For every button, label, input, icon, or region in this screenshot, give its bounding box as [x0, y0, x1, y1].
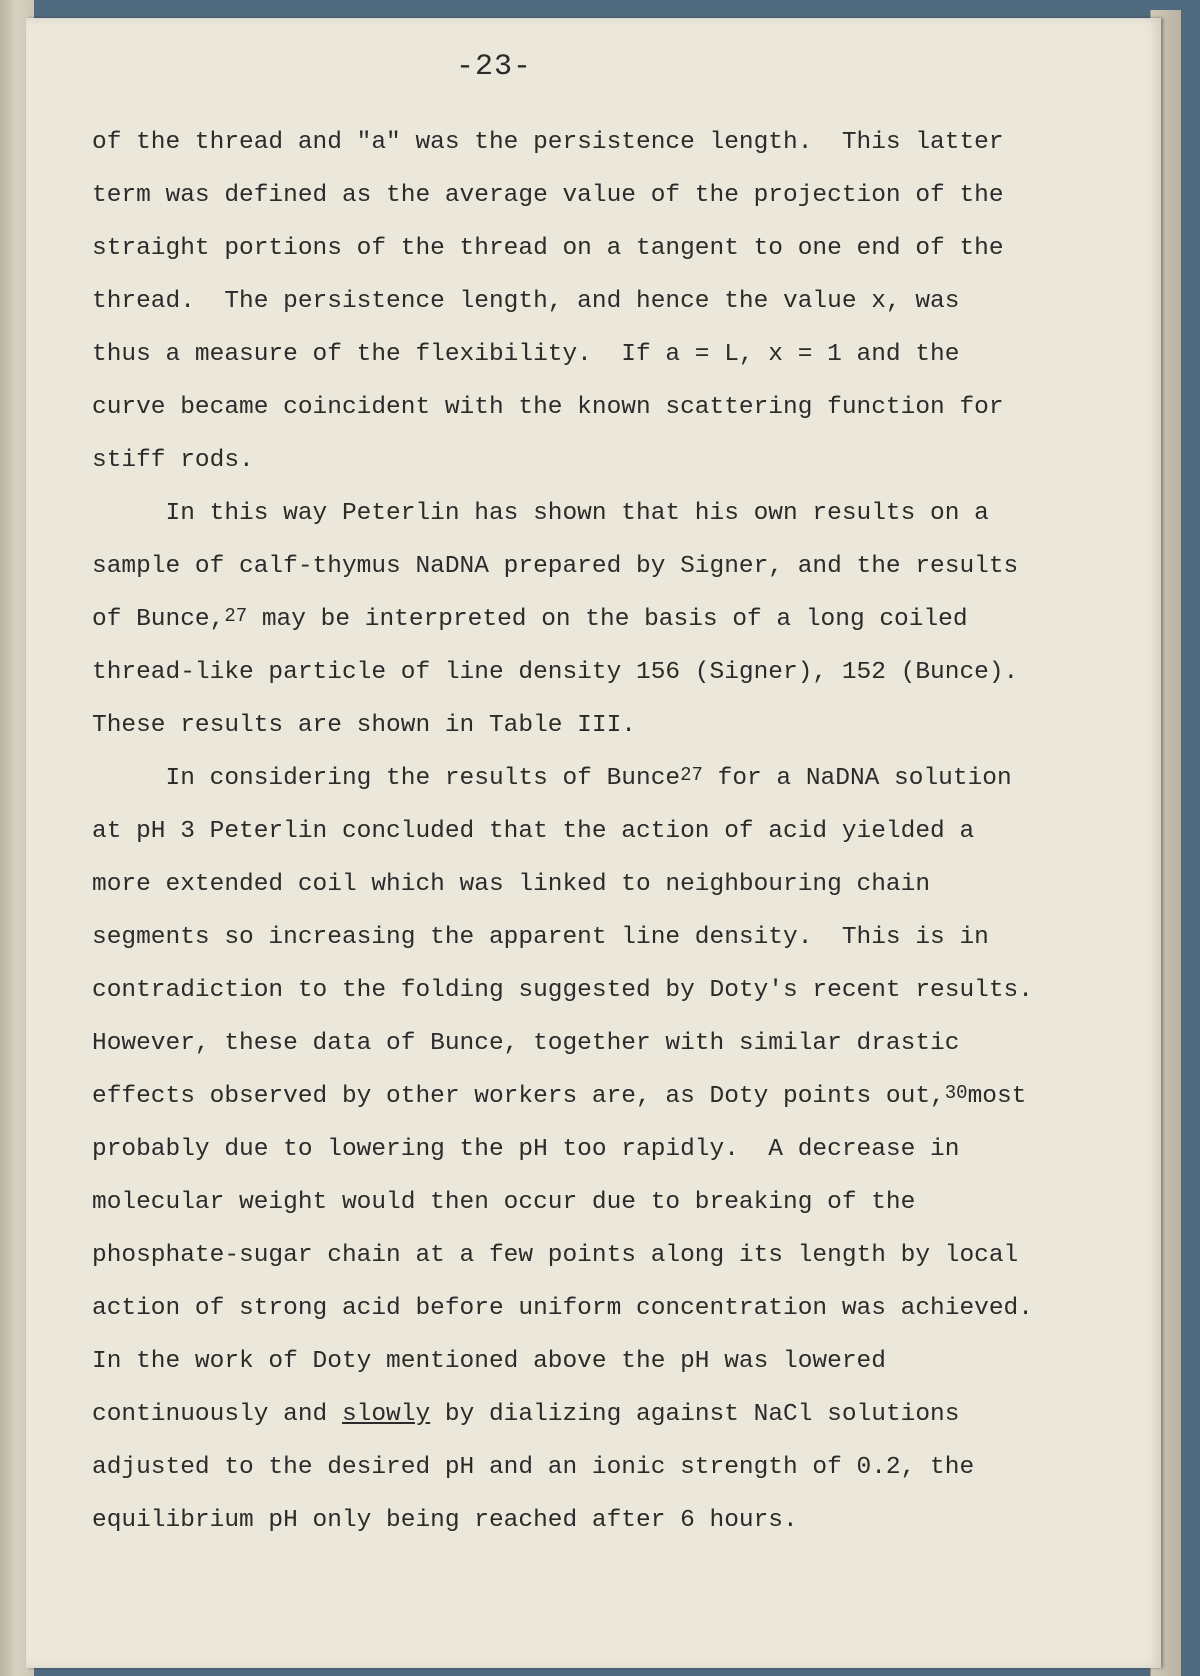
text-fragment: by dializing against NaCl solutions — [430, 1401, 960, 1428]
text-line: probably due to lowering the pH too rapidly. A decrease in — [92, 1136, 960, 1163]
text-fragment: most — [967, 1083, 1027, 1110]
page-number: -23- — [456, 50, 533, 84]
text-line: at pH 3 Peterlin concluded that the action of acid yielded a — [92, 818, 975, 845]
body-text — [92, 116, 1112, 1547]
text-line: adjusted to the desired pH and an ionic strength of 0.2, the — [92, 1454, 975, 1481]
reference-marker: 27 — [224, 605, 248, 627]
text-line: curve became coincident with the known scattering function for — [92, 394, 1004, 421]
text-line: more extended coil which was linked to neighbouring chain — [92, 871, 931, 898]
text-fragment: for a NaDNA solution — [702, 765, 1012, 792]
text-line: term was defined as the average value of the projection of the — [92, 182, 1004, 209]
text-line — [92, 752, 1112, 805]
text-line: contradiction to the folding suggested by Doty's recent results. — [92, 977, 1033, 1004]
text-line — [92, 1070, 1112, 1123]
text-line: of the thread and "a" was the persistence length. This latter — [92, 129, 1004, 156]
text-line: equilibrium pH only being reached after 6 hours. — [92, 1507, 798, 1534]
text-line: thread-like particle of line density 156 (Signer), 152 (Bunce). — [92, 659, 1019, 686]
text-fragment: In considering the results of Bunce — [92, 765, 681, 792]
text-line: straight portions of the thread on a tangent to one end of the — [92, 235, 1004, 262]
text-line: sample of calf-thymus NaDNA prepared by Signer, and the results — [92, 553, 1019, 580]
text-line: However, these data of Bunce, together with similar drastic — [92, 1030, 960, 1057]
text-line: action of strong acid before uniform concentration was achieved. — [92, 1295, 1033, 1322]
text-line: molecular weight would then occur due to breaking of the — [92, 1189, 916, 1216]
text-line: stiff rods. — [92, 447, 254, 474]
text-fragment: continuously and — [92, 1401, 342, 1428]
text-line: thread. The persistence length, and hence the value x, was — [92, 288, 960, 315]
text-line — [92, 1388, 1112, 1441]
text-line: In the work of Doty mentioned above the pH was lowered — [92, 1348, 886, 1375]
text-line: These results are shown in Table III. — [92, 712, 636, 739]
text-line: segments so increasing the apparent line density. This is in — [92, 924, 989, 951]
text-line: In this way Peterlin has shown that his own results on a — [92, 500, 989, 527]
text-fragment: effects observed by other workers are, as Doty points out, — [92, 1083, 945, 1110]
text-fragment: of Bunce, — [92, 606, 225, 633]
text-line: phosphate-sugar chain at a few points along its length by local — [92, 1242, 1019, 1269]
reference-marker: 27 — [680, 764, 703, 786]
underlined-word: slowly — [341, 1401, 431, 1428]
text-fragment: may be interpreted on the basis of a long coiled — [247, 606, 968, 633]
text-line — [92, 593, 1112, 646]
reference-marker: 30 — [944, 1082, 968, 1104]
text-line: thus a measure of the flexibility. If a = L, x = 1 and the — [92, 341, 960, 368]
